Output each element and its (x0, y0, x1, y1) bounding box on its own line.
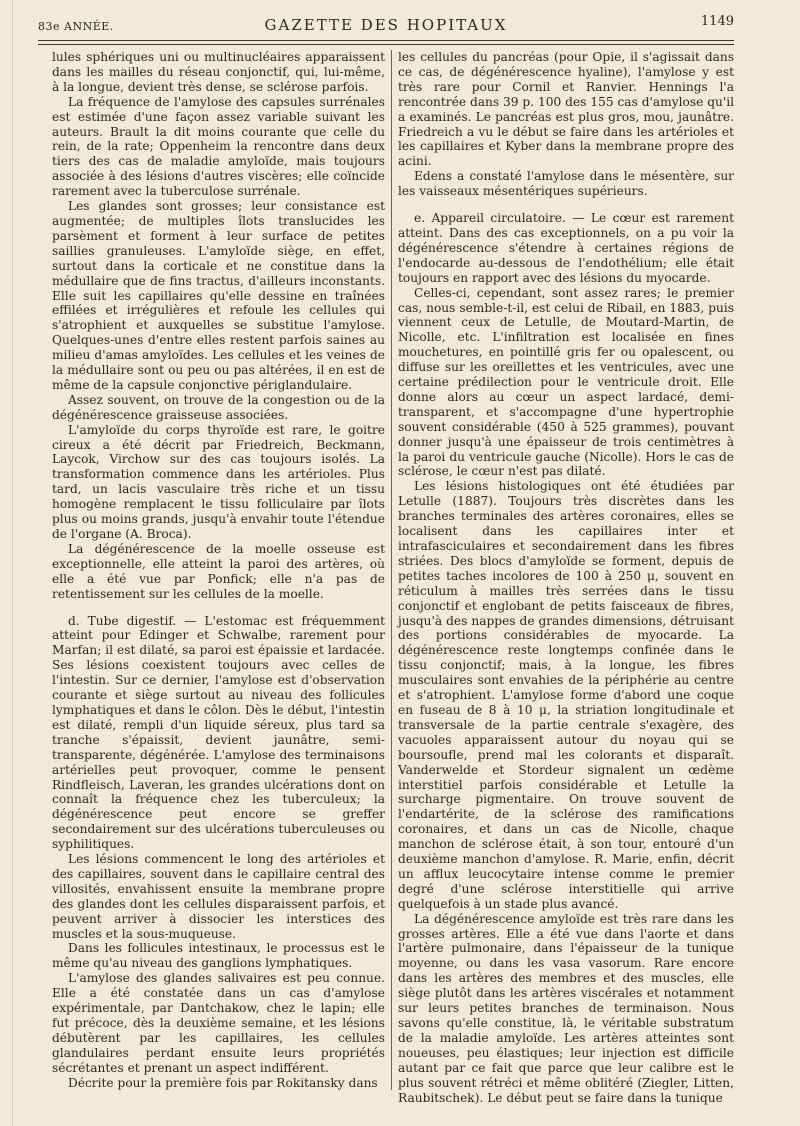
running-header (38, 14, 734, 38)
column-divider (391, 50, 392, 1090)
paragraph: d. Tube digestif. — L'estomac est fréquemment atteint pour Edinger et Schwalbe, rarement pour Marfan; il est dilaté, sa paroi est épaissie et lardacée. Ses lésions coexistent toujours avec celles de l'intestin. Sur ce dernier, l'amylose est d'observation courante et siège surtout au niveau des follicules lymphatiques et dans le côlon. Dès le début, l'intestin est dilaté, rempli d'un liquide séreux, plus tard sa tranche s'épaissit, devient jaunâtre, semi-transparente, dégénérée. L'amylose des terminaisons artérielles peut provoquer, comme le pensent Rindfleisch, Laveran, les grandes ulcérations dont on connaît la fréquence chez les tuberculeux; la dégénérescence peut encore se greffer secondairement sur des ulcérations tuberculeuses ou syphilitiques. (52, 613, 385, 852)
paragraph: Edens a constaté l'amylose dans le mésentère, sur les vaisseaux mésentériques supérieurs. (398, 169, 734, 199)
journal-title: GAZETTE DES HOPITAUX (264, 16, 508, 34)
paragraph: La dégénérescence de la moelle osseuse est exceptionnelle, elle atteint la paroi des artères, où elle a été vue par Ponfick; elle n'a pas de retentissement sur les cellules de la moelle. (52, 541, 385, 601)
page-number: 1149 (700, 14, 734, 29)
paragraph: Assez souvent, on trouve de la congestion ou de la dégénérescence graisseuse associées. (52, 392, 385, 422)
paragraph: L'amylose des glandes salivaires est peu connue. Elle a été constatée dans un cas d'amylose expérimentale, par Dantchakow, chez le lapin; elle fut précoce, dès la deuxième semaine, et les lésions débutèrent par les capillaires, les cellules glandulaires perdant ensuite leurs propriétés sécrétantes et prenant un aspect indifférent. (52, 971, 385, 1075)
header-rule-bottom (38, 44, 734, 45)
right-column (398, 50, 734, 1105)
paragraph: Dans les follicules intestinaux, le processus est le même qu'au niveau des ganglions lymphatiques. (52, 941, 385, 971)
left-column (52, 50, 385, 1090)
edition-label: 83e ANNÉE. (38, 20, 114, 33)
paragraph: Les lésions commencent le long des artérioles et des capillaires, souvent dans le capillaire central des villosités, envahissent ensuite la membrane propre des glandes dont les cellules disparaissent parfois, et peuvent arriver à dissocier les interstices des muscles et la sous-muqueuse. (52, 852, 385, 941)
paragraph: L'amyloïde du corps thyroïde est rare, le goitre cireux a été décrit par Friedreich, Beckmann, Laycok, Virchow sur des cas toujours isolés. La transformation commence dans les artérioles. Plus tard, un lacis vasculaire très riche et un tissu homogène remplacent le tissu folliculaire par îlots plus ou moins grands, jusqu'à envahir toute l'étendue de l'organe (A. Broca). (52, 422, 385, 541)
paragraph: Les lésions histologiques ont été étudiées par Letulle (1887). Toujours très discrètes dans les branches terminales des artères coronaires, elles se localisent dans les capillaires inter et intrafasciculaires et secondairement dans les fibres striées. Des blocs d'amyloïde se forment, depuis de petites taches incolores de 100 à 250 μ, souvent en réticulum à mailles très serrées dans le tissu conjonctif et englobant de petits faisceaux de fibres, jusqu'à des nappes de grandes dimensions, détruisant des portions considérables de myocarde. La dégénérescence reste longtemps confinée dans le tissu conjonctif; mais, à la longue, les fibres musculaires sont envahies de la périphérie au centre et s'atrophient. L'amylose forme d'abord une coque en fuseau de 8 à 10 μ, la striation longitudinale et transversale de la partie centrale s'exagère, des vacuoles apparaissent autour du noyau qui se boursoufle, prend mal les colorants et disparaît. Vanderwelde et Stordeur signalent un œdème interstitiel parfois considérable et Letulle la surcharge pigmentaire. On trouve souvent de l'endartérite, de la sclérose des ramifications coronaires, et dans un cas de Nicolle, chaque manchon de sclérose était, à son tour, entouré d'un deuxième manchon d'amylose. R. Marie, enfin, décrit un afflux leucocytaire intense comme le premier degré d'une sclérose interstitielle qui arrive quelquefois à un stade plus avancé. (398, 479, 734, 911)
page-edge-shadow (12, 0, 13, 1126)
paragraph: Celles-ci, cependant, sont assez rares; le premier cas, nous semble-t-il, est celui de Ribail, en 1883, puis viennent ceux de Letulle, de Moutard-Martin, de Nicolle, etc. L'infiltration est localisée en fines mouchetures, en pointillé gris fer ou opalescent, ou diffuse sur les oreillettes et les ventricules, avec une certaine prédilection pour le ventricule droit. Elle donne alors au cœur un aspect lardacé, demi-transparent, et s'accompagne d'une hypertrophie souvent considérable (450 à 525 grammes), pouvant donner jusqu'à une épaisseur de trois centimètres à la paroi du ventricule gauche (Nicolle). Hors le cas de sclérose, le cœur n'est pas dilaté. (398, 285, 734, 479)
paragraph: les cellules du pancréas (pour Opie, il s'agissait dans ce cas, de dégénérescence hyaline), l'amylose y est très rare pour Cornil et Ranvier. Hennings l'a rencontrée dans 39 p. 100 des 155 cas d'amylose qu'il a examinés. Le pancréas est plus gros, mou, jaunâtre. Friedreich a vu le début se faire dans les artérioles et les capillaires et Kyber dans la membrane propre des acini. (398, 50, 734, 169)
paragraph: Les glandes sont grosses; leur consistance est augmentée; de multiples îlots translucides les parsèment et forment à leur surface de petites saillies granuleuses. L'amyloïde siège, en effet, surtout dans la corticale et ne constitue dans la médullaire que de fins tractus, d'ailleurs inconstants. Elle suit les capillaires qu'elle dessine en traînées effilées et irrégulières et refoule les cellules qui s'atrophient et auxquelles se substitue l'amylose. Quelques-unes d'entre elles restent parfois saines au milieu d'amas amyloïdes. Les cellules et les veines de la médullaire sont ou peu ou pas altérées, il en est de même de la capsule conjonctive périglandulaire. (52, 199, 385, 392)
paragraph: Décrite pour la première fois par Rokitansky dans (68, 1075, 378, 1090)
paragraph: La fréquence de l'amylose des capsules surrénales est estimée d'une façon assez variable suivant les auteurs. Brault la dit moins courante que celle du rein, de la rate; Oppenheim la rencontre dans deux tiers des cas de maladie amyloïde, mais toujours associée à des lésions d'autres viscères; elle coïncide rarement avec la tuberculose surrénale. (52, 94, 385, 199)
paragraph: lules sphériques uni ou multinucléaires apparaissent dans les mailles du réseau conjonctif, qui, lui-même, à la longue, devient très dense, se sclérose parfois. (52, 50, 385, 94)
paragraph: La dégénérescence amyloïde est très rare dans les grosses artères. Elle a été vue dans l'aorte et dans l'artère pulmonaire, dans l'épaisseur de la tunique moyenne, ou dans les vasa vasorum. Rare encore dans les artères des membres et des muscles, elle siège plutôt dans les artères viscérales et notamment sur leurs petites branches de terminaison. Nous savons qu'elle constitue, là, le véritable substratum de la maladie amyloïde. Les artères atteintes sont noueuses, peu élastiques; leur injection est difficile autant par ce fait que parce que leur calibre est le plus souvent rétréci et même oblitéré (Ziegler, Litten, Raubitschek). Le début peut se faire dans la tunique (398, 911, 734, 1105)
paragraph: e. Appareil circulatoire. — Le cœur est rarement atteint. Dans des cas exceptionnels, on a pu voir la dégénérescence s'étendre à certaines régions de l'endocarde au-dessous de l'endothélium; elle était toujours en rapport avec des lésions du myocarde. (398, 211, 734, 285)
header-rule-top (38, 40, 734, 41)
